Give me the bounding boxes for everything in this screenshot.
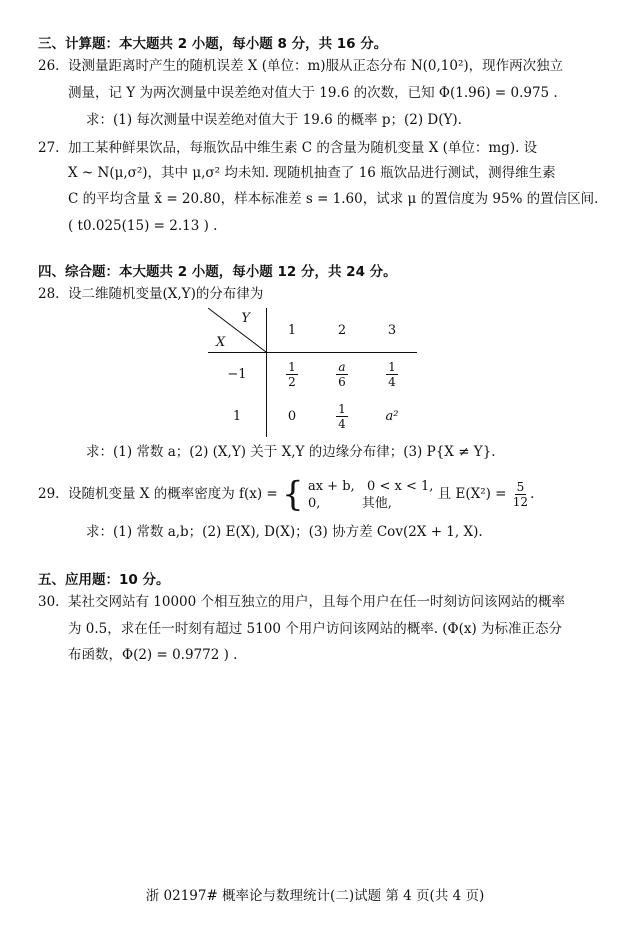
q28-line-1: 设二维随机变量(X,Y)的分布律为: [68, 286, 264, 302]
cell-r1-c1-den: 2: [288, 374, 296, 389]
q30-line-3: 布函数，Φ(2) = 0.9772 ) .: [68, 647, 238, 663]
y-value-2: 2: [317, 308, 367, 353]
q26-number: 26.: [38, 58, 60, 74]
cell-r1-c1-num: 1: [288, 359, 296, 374]
q29-formula-line: [68, 472, 534, 516]
page-footer: 浙 02197# 概率论与数理统计(二)试题 第 4 页(共 4 页): [145, 888, 485, 904]
cell-r2-c3: a²: [385, 408, 399, 424]
cell-r2-c2-num: 1: [338, 401, 346, 416]
q27-line-4: ( t0.025(15) = 2.13 ) .: [68, 218, 218, 234]
q29-line-2: 求：(1) 常数 a,b；(2) E(X), D(X)；(3) 协方差 Cov(2X + 1, X).: [86, 524, 483, 540]
q27-number: 27.: [38, 140, 60, 156]
case-1: ax + b, 0 < x < 1,: [307, 478, 434, 494]
case-2: 0, 其他,: [307, 495, 392, 511]
cell-r1-c3-num: 1: [388, 359, 396, 374]
q29-number: 29.: [38, 486, 60, 502]
y-value-1: 1: [267, 308, 318, 353]
x-axis-label: X: [216, 335, 226, 350]
table-header-row: [208, 308, 417, 353]
section-5-title: 应用题：10 分。: [65, 572, 170, 588]
cell-r1-c2: [317, 353, 367, 396]
q29-frac-den: 12: [512, 495, 529, 509]
section-4-title: 综合题：本大题共 2 小题，每小题 12 分，共 24 分。: [65, 264, 397, 280]
q30-line-1: 某社交网站有 10000 个相互独立的用户，且每个用户在任一时刻访问该网站的概率: [68, 594, 566, 610]
x-value-1: −1: [208, 353, 267, 396]
y-value-3: 3: [367, 308, 417, 353]
x-value-2: 1: [208, 395, 267, 437]
q26-line-3: 求：(1) 每次测量中误差绝对值大于 19.6 的概率 p；(2) D(Y).: [86, 112, 462, 128]
q26-line-1: 设测量距离时产生的随机误差 X (单位：m)服从正态分布 N(0,10²)，现作两次独立: [68, 58, 564, 74]
cell-r1-c1: [267, 353, 318, 396]
q27-line-1: 加工某种鲜果饮品，每瓶饮品中维生素 C 的含量为随机变量 X (单位：mg). 设: [68, 140, 538, 156]
q29-end: .: [530, 486, 535, 502]
section-5-heading: [38, 570, 170, 590]
section-3-title: 计算题：本大题共 2 小题，每小题 8 分，共 16 分。: [65, 36, 388, 52]
q28-line-2: 求：(1) 常数 a；(2) (X,Y) 关于 X,Y 的边缘分布律；(3) P{X ≠ Y}.: [86, 444, 496, 460]
left-brace-icon: {: [282, 474, 304, 515]
q30-line-2: 为 0.5，求在任一时刻有超过 5100 个用户访问该网站的概率. (Φ(x) 为标准正态分: [68, 621, 563, 637]
cell-r1-c3: [367, 353, 417, 396]
cell-r1-c3-den: 4: [388, 374, 396, 389]
cell-r2-c1: 0: [287, 408, 297, 424]
cell-r1-c2-den: 6: [338, 374, 346, 389]
q26-line-2: 测量，记 Y 为两次测量中误差绝对值大于 19.6 的次数，已知 Φ(1.96) = 0.975 .: [68, 85, 558, 101]
section-3-label: 三、: [38, 36, 65, 52]
q29-fraction: [511, 480, 530, 509]
section-5-label: 五、: [38, 572, 65, 588]
section-4-label: 四、: [38, 264, 65, 280]
table-row: [208, 395, 417, 437]
q29-frac-num: 5: [516, 480, 525, 494]
distribution-table: [208, 308, 417, 437]
q27-line-3: C 的平均含量 x̄ = 20.80，样本标准差 s = 1.60，试求 μ 的置信度为 95% 的置信区间.: [68, 191, 599, 207]
y-axis-label: Y: [241, 311, 250, 326]
q30-number: 30.: [38, 594, 60, 610]
q29-expectation: 且 E(X²) =: [437, 486, 507, 502]
q29-prefix: 设随机变量 X 的概率密度为 f(x) =: [68, 486, 278, 502]
cell-r2-c2: [317, 395, 367, 437]
q27-line-2: X ~ N(μ,σ²)，其中 μ,σ² 均未知. 现随机抽查了 16 瓶饮品进行测试，测得维生素: [68, 165, 556, 181]
cell-r1-c2-num: a: [338, 359, 346, 374]
section-4-heading: [38, 262, 397, 282]
q28-number: 28.: [38, 286, 60, 302]
cell-r2-c2-den: 4: [338, 416, 346, 431]
piecewise-cases: [308, 478, 433, 512]
section-3-heading: [38, 34, 387, 54]
table-row: [208, 353, 417, 396]
table-corner-cell: [208, 308, 267, 353]
